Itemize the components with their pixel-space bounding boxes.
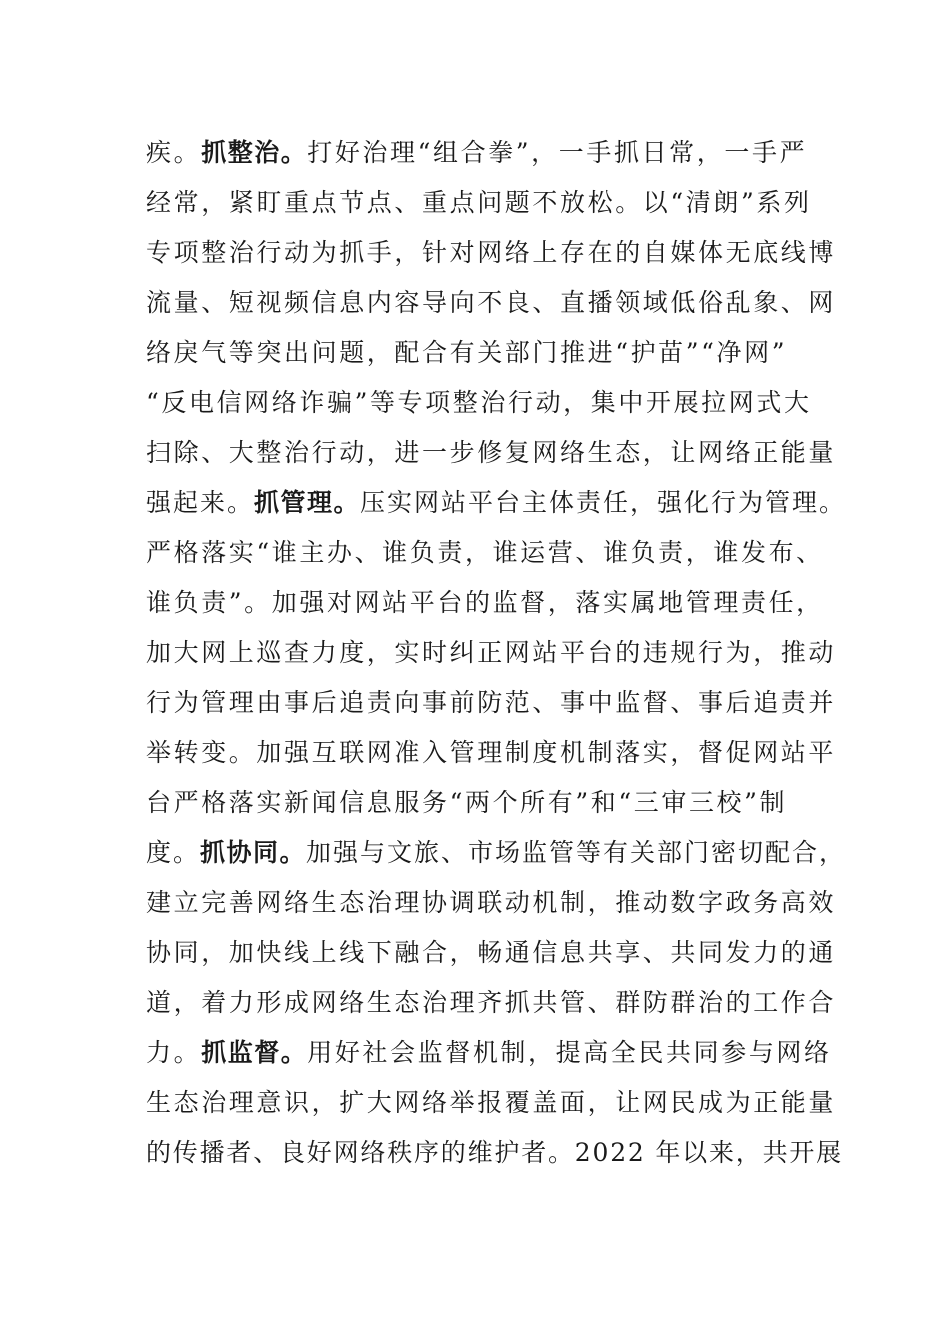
text-segment: 压实网站平台主体责任，强化行为管理。 [360, 488, 847, 517]
text-line [146, 228, 846, 278]
text-segment: 协同，加快线上线下融合，畅通信息共享、共同发力的通 [146, 938, 837, 967]
text-line [146, 728, 846, 778]
text-segment: 行为管理由事后追责向事前防范、事中监督、事后追责并 [146, 688, 837, 717]
text-line [146, 578, 846, 628]
text-segment: 建立完善网络生态治理协调联动机制，推动数字政务高效 [146, 888, 837, 917]
text-line [146, 278, 846, 328]
section-heading: 抓整治。 [201, 138, 308, 167]
section-heading: 抓监督。 [201, 1038, 308, 1067]
text-segment: 度。 [146, 838, 201, 867]
text-line [146, 978, 846, 1028]
text-line [146, 1028, 846, 1078]
text-segment: 加强与文旅、市场监管等有关部门密切配合， [306, 838, 847, 867]
text-segment: 流量、短视频信息内容导向不良、直播领域低俗乱象、网 [146, 288, 837, 317]
text-segment: 道，着力形成网络生态治理齐抓共管、群防群治的工作合 [146, 988, 837, 1017]
text-segment: 络戾气等突出问题，配合有关部门推进“护苗”“净网” [146, 338, 788, 367]
text-segment: 扫除、大整治行动，进一步修复网络生态，让网络正能量 [146, 438, 837, 467]
text-segment: 用好社会监督机制，提高全民共同参与网络 [307, 1038, 832, 1067]
text-segment: 专项整治行动为抓手，针对网络上存在的自媒体无底线博 [146, 238, 837, 267]
text-line [146, 1128, 846, 1178]
text-line [146, 528, 846, 578]
section-heading: 抓管理。 [254, 488, 361, 517]
text-line [146, 128, 846, 178]
text-segment: 的传播者、良好网络秩序的维护者。2022 年以来，共开展 [146, 1138, 843, 1167]
text-line [146, 678, 846, 728]
body-text [146, 128, 846, 1178]
text-segment: 举转变。加强互联网准入管理制度机制落实，督促网站平 [146, 738, 837, 767]
text-line [146, 378, 846, 428]
text-line [146, 328, 846, 378]
text-segment: 打好治理“组合拳”，一手抓日常，一手严 [307, 138, 808, 167]
text-segment: 生态治理意识，扩大网络举报覆盖面，让网民成为正能量 [146, 1088, 837, 1117]
section-heading: 抓协同。 [200, 838, 307, 867]
text-segment: 经常，紧盯重点节点、重点问题不放松。以“清朗”系列 [146, 188, 812, 217]
text-line [146, 478, 846, 528]
text-segment: 加大网上巡查力度，实时纠正网站平台的违规行为，推动 [146, 638, 837, 667]
text-line [146, 878, 846, 928]
text-line [146, 178, 846, 228]
text-segment: 强起来。 [146, 488, 255, 517]
text-segment: 疾。 [146, 138, 202, 167]
text-line [146, 928, 846, 978]
text-line [146, 828, 846, 878]
text-segment: “反电信网络诈骗”等专项整治行动，集中开展拉网式大 [146, 388, 812, 417]
text-segment: 台严格落实新闻信息服务“两个所有”和“三审三校”制 [146, 788, 788, 817]
text-line [146, 1078, 846, 1128]
text-line [146, 778, 846, 828]
text-segment: 力。 [146, 1038, 202, 1067]
text-segment: 谁负责”。加强对网站平台的监督，落实属地管理责任， [146, 588, 824, 617]
text-line [146, 428, 846, 478]
text-line [146, 628, 846, 678]
text-segment: 严格落实“谁主办、谁负责，谁运营、谁负责，谁发布、 [146, 538, 824, 567]
